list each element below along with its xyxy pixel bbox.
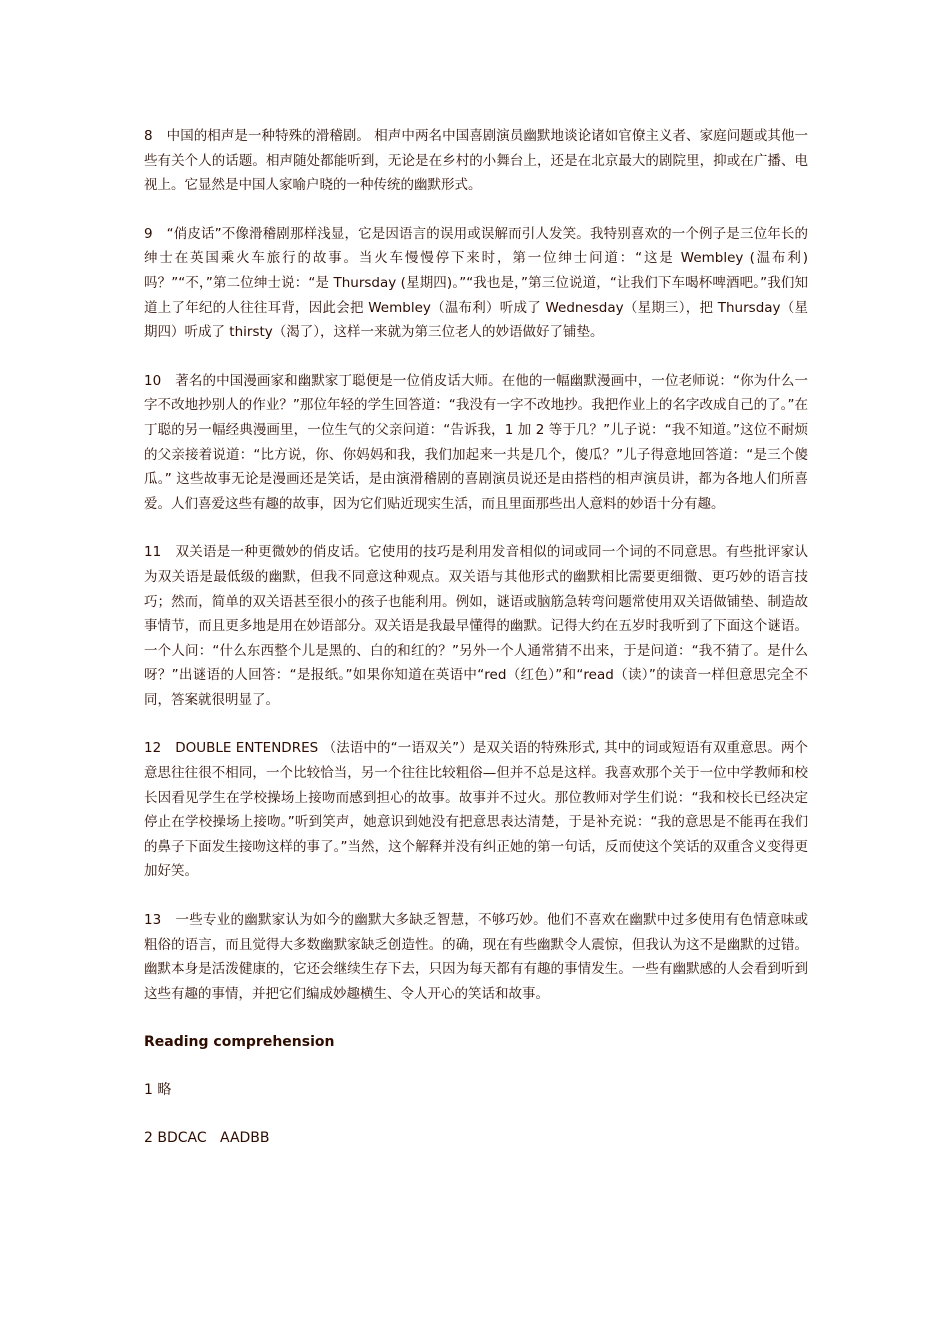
paragraph-9: [144, 222, 808, 345]
paragraph-number: 9: [144, 225, 153, 242]
paragraph-8: [144, 124, 808, 198]
paragraph-13: [144, 908, 808, 1006]
paragraph-number: 13: [144, 912, 162, 929]
paragraph-10: [144, 369, 808, 517]
paragraph-number: 8: [144, 128, 153, 144]
paragraph-text: 双关语是一种更微妙的俏皮话。它使用的技巧是利用发音相似的词或同一个词的不同意思。有些批评家认为双关语是最低级的幽默，但我不同意这种观点。双关语与其他形式的幽默相比需要更细微、更巧妙的语言技巧；然而，简单的双关语甚至很小的孩子也能利用。例如，谜语或脑筋急转弯问题常使用双关语做铺垫、制造故事情节，而且更多地是用在妙语部分。双关语是我最早懂得的幽默。记得大约在五岁时我听到了下面这个谜语。一个人问：“什么东西整个儿是黑的、白的和红的？”另外一个人通常猜不出来，于是问道：“我不猜了。是什么呀？”出谜语的人回答：“是报纸。”如果你知道在英语中“red（红色）”和“read（读）”的读音一样但意思完全不同，答案就很明显了。: [144, 544, 808, 708]
paragraph-12: [144, 736, 808, 884]
paragraph-text: 著名的中国漫画家和幽默家丁聪便是一位俏皮话大师。在他的一幅幽默漫画中，一位老师说：“你为什么一字不改地抄别人的作业？”那位年轻的学生回答道：“我没有一字不改地抄。我把作业上的名字改成自己的了。”在丁聪的另一幅经典漫画里，一位生气的父亲问道：“告诉我，1 加 2 等于几？”儿子说：“我不知道。”这位不耐烦的父亲接着说道：“比方说，你、你妈妈和我，我们加起来一共是几个，傻瓜？”儿子得意地回答道：“是三个傻瓜。” 这些故事无论是漫画还是笑话，是由演滑稽剧的喜剧演员说还是由搭档的相声演员讲，都为各地人们所喜爱。人们喜爱这些有趣的故事，因为它们贴近现实生活，而且里面那些出人意料的妙语十分有趣。: [144, 372, 808, 512]
paragraph-number: 10: [144, 372, 162, 389]
paragraph-number: 12: [144, 740, 162, 757]
answer-line-1: 1 略: [144, 1082, 172, 1099]
answer-line-2: 2 BDCAC AADBB: [144, 1130, 270, 1147]
paragraph-number: 11: [144, 544, 162, 561]
paragraph-11: [144, 540, 808, 712]
paragraph-text: 中国的相声是一种特殊的滑稽剧。 相声中两名中国喜剧演员幽默地谈论诸如官僚主义者、家庭问题或其他一些有关个人的话题。相声随处都能听到，无论是在乡村的小舞台上，还是在北京最大的剧院里，抑或在广播、电视上。它显然是中国人家喻户晓的一种传统的幽默形式。: [144, 128, 808, 194]
paragraph-text: 一些专业的幽默家认为如今的幽默大多缺乏智慧，不够巧妙。他们不喜欢在幽默中过多使用有色情意味或粗俗的语言，而且觉得大多数幽默家缺乏创造性。的确，现在有些幽默令人震惊，但我认为这不是幽默的过错。幽默本身是活泼健康的，它还会继续生存下去，只因为每天都有有趣的事情发生。一些有幽默感的人会看到听到这些有趣的事情，并把它们编成妙趣横生、令人开心的笑话和故事。: [144, 912, 808, 1002]
paragraph-text: DOUBLE ENTENDRES （法语中的“一语双关”）是双关语的特殊形式, 其中的词或短语有双重意思。两个意思往往很不相同，一个比较恰当，另一个往往比较粗俗—但并不总是这样。我喜欢那个关于一位中学教师和校长因看见学生在学校操场上接吻而感到担心的故事。故事并不过火。那位教师对学生们说：“我和校长已经决定停止在学校操场上接吻。”听到笑声，她意识到她没有把意思表达清楚，于是补充说：“我的意思是不能再在我们的鼻子下面发生接吻这样的事了。”当然，这个解释并没有纠正她的第一句话，反而使这个笑话的双重含义变得更加好笑。: [144, 740, 808, 880]
document-body: [144, 124, 808, 1174]
paragraph-text: “俏皮话”不像滑稽剧那样浅显，它是因语言的误用或误解而引人发笑。我特别喜欢的一个例子是三位年长的绅士在英国乘火车旅行的故事。当火车慢慢停下来时，第一位绅士问道：“这是 Wembley (温布利)吗？”“不，”第二位绅士说：“是 Thursday (星期四)。”“我也是，”第三位说道，“让我们下车喝杯啤酒吧。”我们知道上了年纪的人往往耳背，因此会把 Wembley（温布利）听成了 Wednesday（星期三），把 Thursday（星期四）听成了 thirsty（渴了），这样一来就为第三位老人的妙语做好了铺垫。: [144, 225, 808, 341]
section-heading: Reading comprehension: [144, 1034, 335, 1051]
